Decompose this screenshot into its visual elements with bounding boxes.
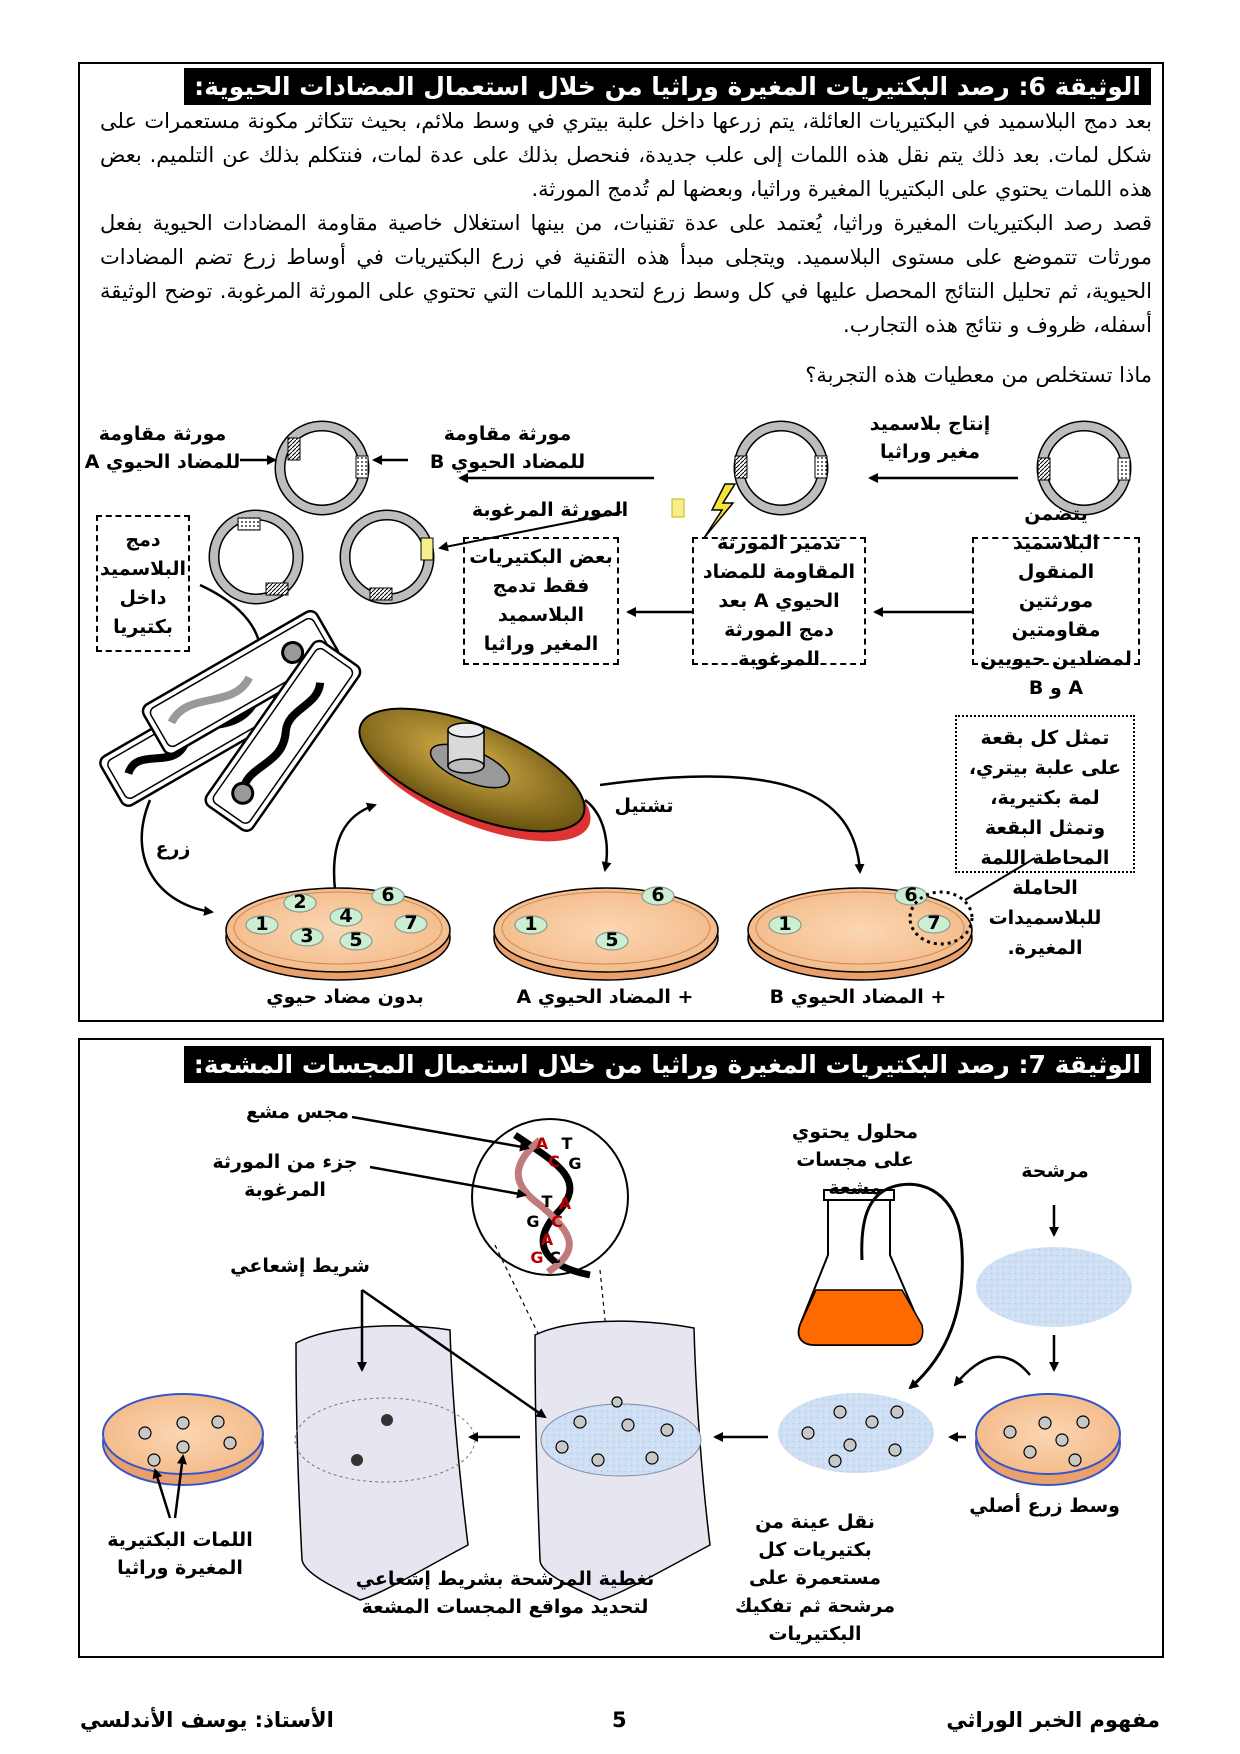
dna-base: T: [561, 1134, 573, 1153]
plasmid-contains-box: يتضمن البلاسميد المنقول مورثتين مقاومتين لمضادين حيويين A و B: [972, 537, 1140, 665]
colony-number: 1: [255, 913, 269, 935]
dna-base: G: [526, 1212, 540, 1231]
plasmid-recombinant: [735, 426, 827, 510]
paragraph-2: قصد رصد البكتيريات المغيرة وراثيا، يُعتمد على عدة تقنيات، من بينها استغلال خاصية مقاومة المضادات الحيوية بفعل مورثات تتموضع على مستوى البلاسميد. ويتجلى مبدأ هذه التقنية في زرع البكتيريات في أوساط زرع تضم المضادات الحيوية، ثم تحليل النتائج المحصل عليها في كل وسط زرع لتحديد اللمات التي تحتوي على المورثة المرغوبة. توضح الوثيقة أسفله، ظروف و نتائج هذه التجارب.: [100, 211, 1152, 337]
colony-number: 6: [904, 884, 918, 906]
colony-number: 3: [300, 925, 314, 947]
dish-caption-no-antibiotic: بدون مضاد حيوي: [266, 986, 424, 1008]
footer-subject: مفهوم الخبر الوراثي: [946, 1708, 1160, 1732]
desired-gene-label: المورثة المرغوبة: [471, 499, 629, 521]
dna-base: T: [541, 1192, 553, 1211]
document-7-title: الوثيقة 7: رصد البكتيريات المغيرة وراثيا من خلال استعمال المجسات المشعة:: [184, 1046, 1151, 1083]
document-6-title: الوثيقة 6: رصد البكتيريات المغيرة وراثيا من خلال استعمال المضادات الحيوية:: [184, 68, 1151, 105]
gene-part-label: جزء من المورثة المرغوبة: [212, 1151, 358, 1201]
colony-number: 6: [381, 884, 395, 906]
spot-note-box: تمثل كل بقعة على علبة بيتري، لمة بكتيرية، وتمثل البقعة المحاطة اللمة الحاملة للبلاسميدات المغيرة.: [955, 715, 1135, 873]
probe-label: مجس مشع: [245, 1101, 349, 1123]
recombinant-plasmid-label: إنتاج بلاسميد مغير وراثيا: [869, 413, 991, 463]
original-medium-label: وسط زرع أصلي: [969, 1495, 1120, 1517]
destroy-gene-box: تدمير المورثة المقاومة للمضاد الحيوي A بعد دمج المورثة المرغوبة: [692, 537, 866, 665]
replicator-stamp: [344, 683, 606, 866]
colony-number: 2: [293, 891, 307, 913]
colony-number: 6: [651, 884, 665, 906]
film-label: شريط إشعاعي: [230, 1255, 370, 1277]
dna-base: C: [551, 1212, 563, 1231]
paragraph-1: بعد دمج البلاسميد في البكتيريات العائلة، يتم زرعها داخل علبة بيتري في وسط ملائم، بحيث تتكاثر مكونة مستعمرات على شكل لمات. بعد ذلك يتم نقل هذه اللمات إلى علب جديدة، فنحصل بذلك على عدة لمات، فنتكلم بذلك عن التلميم. بعض هذه اللمات يحتوي على البكتيريا المغيرة وراثيا، وبعضها لم تُدمج المورثة.: [100, 109, 1152, 201]
dna-base: A: [540, 1230, 554, 1249]
footer-author: الأستاذ: يوسف الأندلسي: [80, 1708, 334, 1732]
solution-label: محلول يحتوي على مجسات مشعة: [791, 1121, 919, 1199]
plasmid-middle-left: [214, 515, 298, 599]
colony-number: 1: [778, 913, 792, 935]
culture-label: زرع: [155, 838, 191, 860]
some-bacteria-box: بعض البكتيريات فقط تدمج البلاسميد المغير وراثيا: [463, 537, 619, 665]
cover-label: تغطية المرشحة بشريط إشعاعي لتحديد مواقع المجسات المشعة: [355, 1568, 655, 1618]
transfer-label: نقل عينة من بكتيريات كل مستعمرة على مرشحة ثم تفكيك البكتيريات: [734, 1511, 896, 1645]
plasmid-original: [1038, 426, 1130, 510]
gene-b-label: مورثة مقاومة للمضاد الحيوي B: [429, 423, 586, 473]
colony-number: 5: [605, 929, 619, 951]
dish-caption-antibiotic-b: + المضاد الحيوي B: [769, 986, 947, 1008]
plasmid-top-left: [280, 426, 368, 510]
bacterial-colonies-label: اللمات البكتيرية المغيرة وراثيا: [107, 1529, 253, 1579]
colony-number: 7: [404, 912, 418, 934]
dna-base: C: [548, 1152, 560, 1171]
dna-base: G: [568, 1154, 582, 1173]
page-number: 5: [612, 1708, 627, 1732]
colony-number: 1: [524, 913, 538, 935]
dish-caption-antibiotic-a: + المضاد الحيوي A: [516, 986, 694, 1008]
question: ماذا تستخلص من معطيات هذه التجربة؟: [805, 363, 1152, 387]
dna-base: C: [549, 1248, 561, 1267]
colony-number: 7: [927, 912, 941, 934]
filter-label: مرشحة: [1021, 1160, 1089, 1182]
replicate-label: تشتيل: [614, 795, 674, 817]
colony-number: 4: [339, 905, 353, 927]
desired-gene-fragment: [672, 499, 684, 517]
dna-base: A: [558, 1194, 572, 1213]
gene-a-label: مورثة مقاومة للمضاد الحيوي A: [84, 423, 241, 473]
colony-number: 5: [349, 929, 363, 951]
plasmid-middle-right: [345, 515, 433, 600]
insertion-box: دمج البلاسميد داخل بكتيريا: [96, 515, 190, 652]
dna-base: G: [530, 1248, 544, 1267]
dna-base: A: [535, 1134, 549, 1153]
